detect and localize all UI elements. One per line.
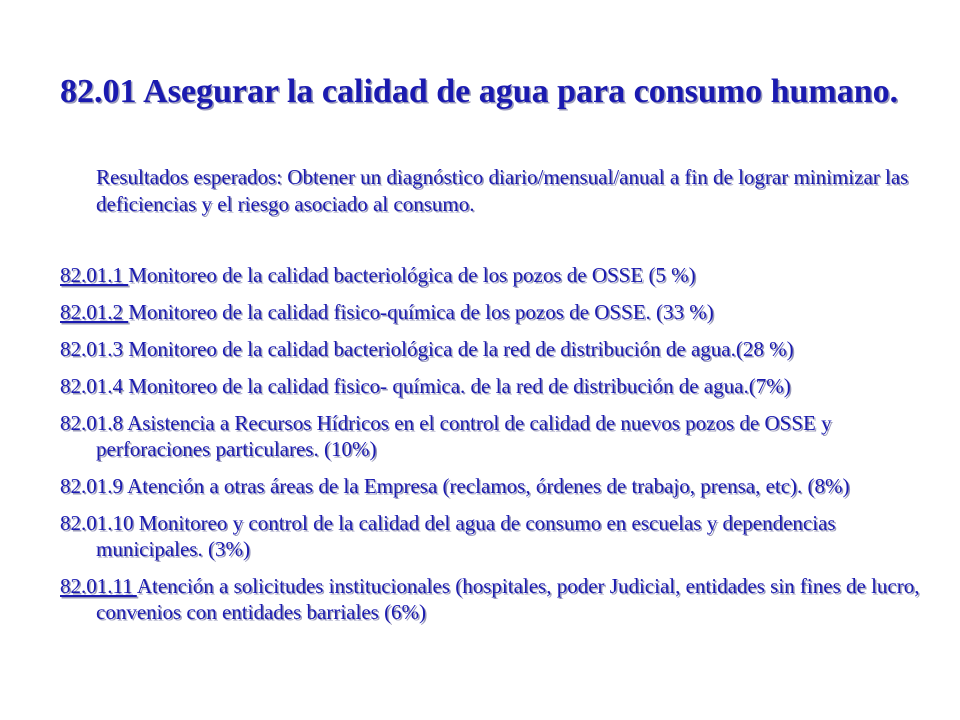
item-code: 82.01.1 xyxy=(60,263,129,287)
list-item xyxy=(60,510,920,562)
list-item xyxy=(60,410,920,462)
item-code: 82.01.2 xyxy=(60,300,129,324)
slide-title: 82.01 Asegurar la calidad de agua para consumo humano. xyxy=(60,73,899,110)
activity-list xyxy=(60,262,920,636)
item-code: 82.01.3 xyxy=(60,337,129,361)
item-code: 82.01.4 xyxy=(60,374,129,398)
item-code: 82.01.10 xyxy=(60,511,139,535)
item-text: Monitoreo de la calidad fisico- química. de la red de distribución de agua.(7%) xyxy=(128,374,791,398)
expected-results: Resultados esperados: Obtener un diagnóstico diario/mensual/anual a fin de lograr minimizar las deficiencias y el riesgo asociado al consumo. xyxy=(96,165,909,216)
item-text: Monitoreo de la calidad fisico-química de los pozos de OSSE. (33 %) xyxy=(128,300,714,324)
item-text: Monitoreo de la calidad bacteriológica de la red de distribución de agua.(28 %) xyxy=(128,337,794,361)
item-text: Monitoreo y control de la calidad del agua de consumo en escuelas y dependencias municipales. (3%) xyxy=(96,511,836,561)
item-text: Asistencia a Recursos Hídricos en el control de calidad de nuevos pozos de OSSE y perforaciones particulares. (10%) xyxy=(96,411,832,461)
item-code: 82.01.11 xyxy=(60,574,137,598)
list-item xyxy=(60,262,920,288)
list-item xyxy=(60,336,920,362)
list-item xyxy=(60,473,920,499)
item-code: 82.01.9 xyxy=(60,474,128,498)
list-item xyxy=(60,573,920,625)
list-item xyxy=(60,299,920,325)
list-item xyxy=(60,373,920,399)
item-text: Atención a solicitudes institucionales (hospitales, poder Judicial, entidades sin fines de lucro, convenios con entidades barriales (6%) xyxy=(96,574,920,624)
item-code: 82.01.8 xyxy=(60,411,128,435)
item-text: Monitoreo de la calidad bacteriológica de los pozos de OSSE (5 %) xyxy=(128,263,696,287)
item-text: Atención a otras áreas de la Empresa (reclamos, órdenes de trabajo, prensa, etc). (8%) xyxy=(127,474,850,498)
